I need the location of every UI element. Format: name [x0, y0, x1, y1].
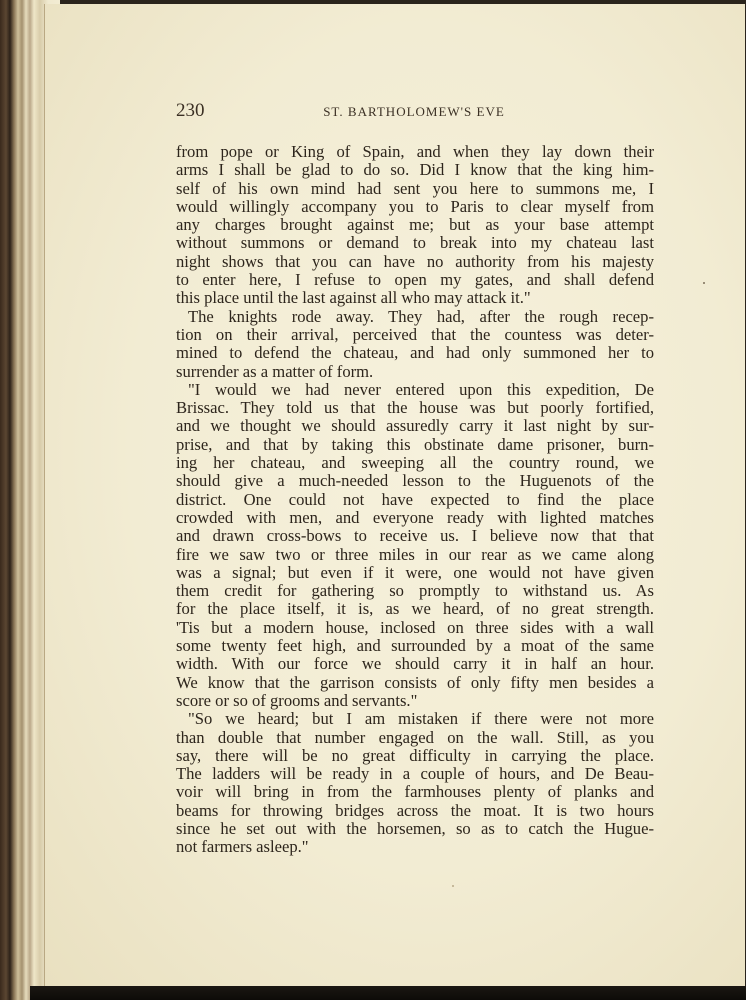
text-line: The knights rode away. They had, after the rough recep- [188, 306, 654, 326]
text-line: to enter here, I refuse to open my gates, and shall defend [176, 270, 654, 290]
text-line: since he set out with the horsemen, so as to catch the Hugue- [176, 818, 654, 838]
text-line: say, there will be no great difficulty in carrying the place. [176, 745, 654, 765]
text-line: was a signal; but even if it were, one would not have given [176, 562, 654, 582]
text-line: some twenty feet high, and surrounded by a moat of the same [176, 636, 654, 656]
text-line: width. With our force we should carry it in half an hour. [176, 654, 654, 674]
text-line: The ladders will be ready in a couple of hours, and De Beau- [176, 764, 654, 784]
text-line: beams for throwing bridges across the moat. It is two hours [176, 800, 654, 820]
text-line: ing her chateau, and sweeping all the country round, we [176, 453, 654, 473]
text-line: for the place itself, it is, as we heard, of no great strength. [176, 599, 654, 619]
text-line: them credit for gathering so promptly to withstand us. As [176, 581, 654, 601]
text-line: prise, and that by taking this obstinate dame prisoner, burn- [176, 434, 654, 454]
text-line: and we thought we should assuredly carry it last night by sur- [176, 416, 654, 436]
text-line: this place until the last against all who may attack it." [176, 288, 531, 308]
body-text [176, 143, 654, 857]
text-line: than double that number engaged on the wall. Still, as you [176, 727, 654, 747]
text-line: We know that the garrison consists of only fifty men besides a [176, 672, 654, 692]
text-line: tion on their arrival, perceived that the countess was deter- [176, 324, 654, 344]
text-line: should give a much-needed lesson to the Huguenots of the [176, 471, 654, 491]
text-line: not farmers asleep." [176, 837, 309, 857]
text-line: Brissac. They told us that the house was but poorly fortified, [176, 398, 654, 418]
page-header [176, 100, 652, 126]
text-line: score or so of grooms and servants." [176, 690, 418, 710]
text-line: night shows that you can have no authority from his majesty [176, 251, 654, 271]
text-line: crowded with men, and everyone ready with lighted matches [176, 507, 654, 527]
text-line: "So we heard; but I am mistaken if there were not more [188, 709, 654, 729]
text-line: voir will bring in from the farmhouses plenty of planks and [176, 782, 654, 802]
text-line: would willingly accompany you to Paris to clear myself from [176, 196, 654, 216]
page-bottom-shadow [30, 986, 746, 1000]
text-line: any charges brought against me; but as your base attempt [176, 215, 654, 235]
text-line: fire we saw two or three miles in our rear as we came along [176, 544, 654, 564]
text-line: 'Tis but a modern house, inclosed on three sides with a wall [176, 617, 654, 637]
text-line: and drawn cross-bows to receive us. I believe now that that [176, 526, 654, 546]
text-line: arms I shall be glad to do so. Did I know that the king him- [176, 160, 654, 180]
text-line: mined to defend the chateau, and had only summoned her to [176, 343, 654, 363]
text-line: surrender as a matter of form. [176, 361, 374, 381]
running-head: ST. BARTHOLOMEW'S EVE [323, 104, 505, 119]
text-line: self of his own mind had sent you here to summons me, I [176, 178, 654, 198]
margin-speck [703, 282, 705, 284]
text-line: district. One could not have expected to find the place [176, 489, 654, 509]
page-number: 230 [176, 100, 205, 121]
text-line: from pope or King of Spain, and when they lay down their [176, 142, 654, 161]
text-line: without summons or demand to break into my chateau last [176, 233, 654, 253]
page-speck [452, 885, 454, 887]
text-line: "I would we had never entered upon this expedition, De [188, 379, 654, 399]
